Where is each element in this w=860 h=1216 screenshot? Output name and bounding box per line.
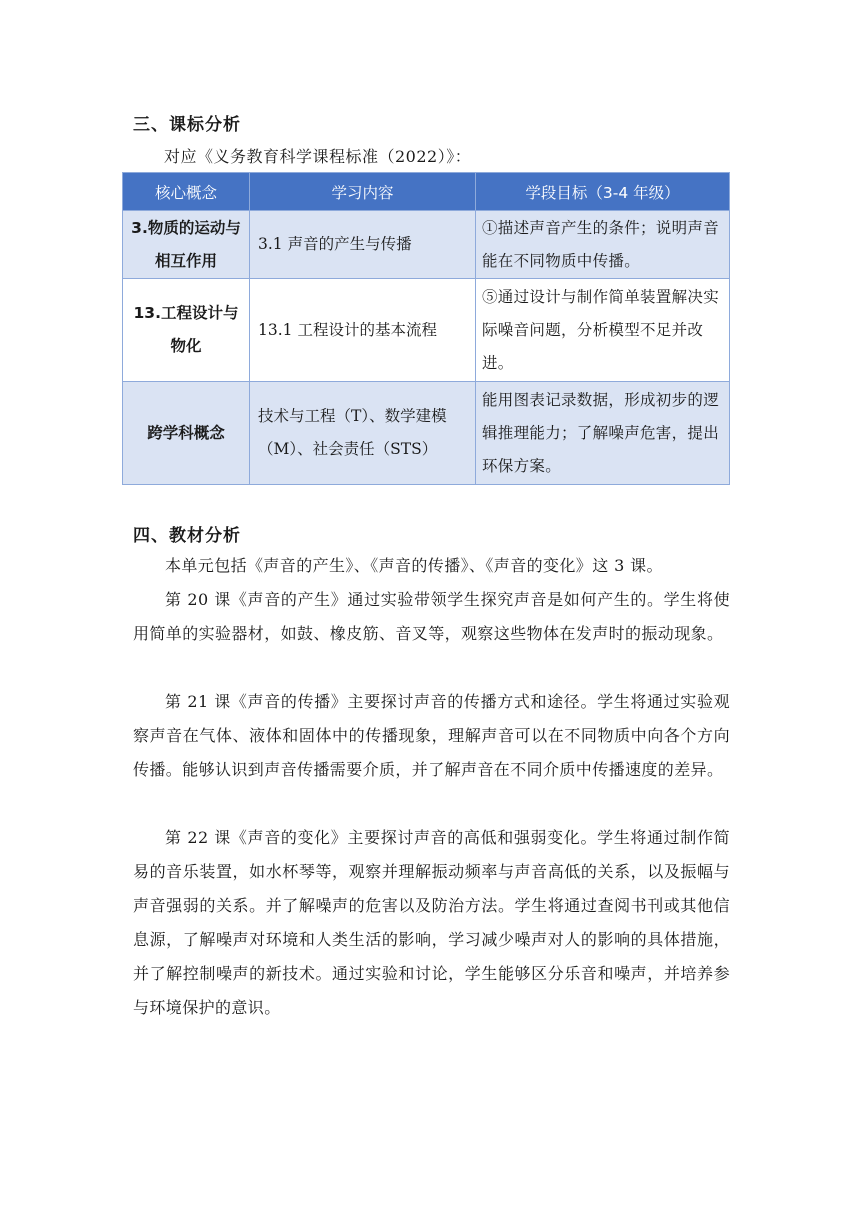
cell-content: 技术与工程（T）、数学建模（M）、社会责任（STS） bbox=[250, 382, 476, 485]
header-core-concept: 核心概念 bbox=[123, 173, 250, 211]
table-header-row bbox=[123, 173, 730, 211]
section-heading-textbook: 四、教材分析 bbox=[133, 526, 241, 546]
cell-goal: ⑤通过设计与制作简单装置解决实际噪音问题，分析模型不足并改进。 bbox=[476, 279, 730, 382]
cell-concept: 3.物质的运动与相互作用 bbox=[123, 211, 250, 279]
header-learning-content: 学习内容 bbox=[250, 173, 476, 211]
section-heading-curriculum: 三、课标分析 bbox=[133, 115, 241, 135]
paragraph: 第 20 课《声音的产生》通过实验带领学生探究声音是如何产生的。学生将使用简单的实验器材，如鼓、橡皮筋、音叉等，观察这些物体在发声时的振动现象。 bbox=[133, 590, 730, 643]
cell-goal: 能用图表记录数据，形成初步的逻辑推理能力；了解噪声危害，提出环保方案。 bbox=[476, 382, 730, 485]
header-stage-goal: 学段目标（3-4 年级） bbox=[476, 173, 730, 211]
cell-concept: 跨学科概念 bbox=[123, 382, 250, 485]
curriculum-table bbox=[122, 172, 730, 485]
table-row bbox=[123, 382, 730, 485]
table-row bbox=[123, 279, 730, 382]
paragraph: 第 22 课《声音的变化》主要探讨声音的高低和强弱变化。学生将通过制作简易的音乐装置，如水杯琴等，观察并理解振动频率与声音高低的关系，以及振幅与声音强弱的关系。并了解噪声的危害以及防治方法。学生将通过查阅书刊或其他信息源，了解噪声对环境和人类生活的影响，学习减少噪声对人的影响的具体措施，并了解控制噪声的新技术。通过实验和讨论，学生能够区分乐音和噪声，并培养参与环境保护的意识。 bbox=[133, 828, 730, 1017]
cell-content: 13.1 工程设计的基本流程 bbox=[250, 279, 476, 382]
cell-content: 3.1 声音的产生与传播 bbox=[250, 211, 476, 279]
paragraph: 第 21 课《声音的传播》主要探讨声音的传播方式和途径。学生将通过实验观察声音在气体、液体和固体中的传播现象，理解声音可以在不同物质中向各个方向传播。能够认识到声音传播需要介质，并了解声音在不同介质中传播速度的差异。 bbox=[133, 692, 730, 779]
paragraph: 本单元包括《声音的产生》、《声音的传播》、《声音的变化》这 3 课。 bbox=[165, 556, 663, 575]
curriculum-intro: 对应《义务教育科学课程标准（2022）》： bbox=[164, 147, 472, 166]
cell-goal: ①描述声音产生的条件；说明声音能在不同物质中传播。 bbox=[476, 211, 730, 279]
cell-concept: 13.工程设计与物化 bbox=[123, 279, 250, 382]
table-row bbox=[123, 211, 730, 279]
